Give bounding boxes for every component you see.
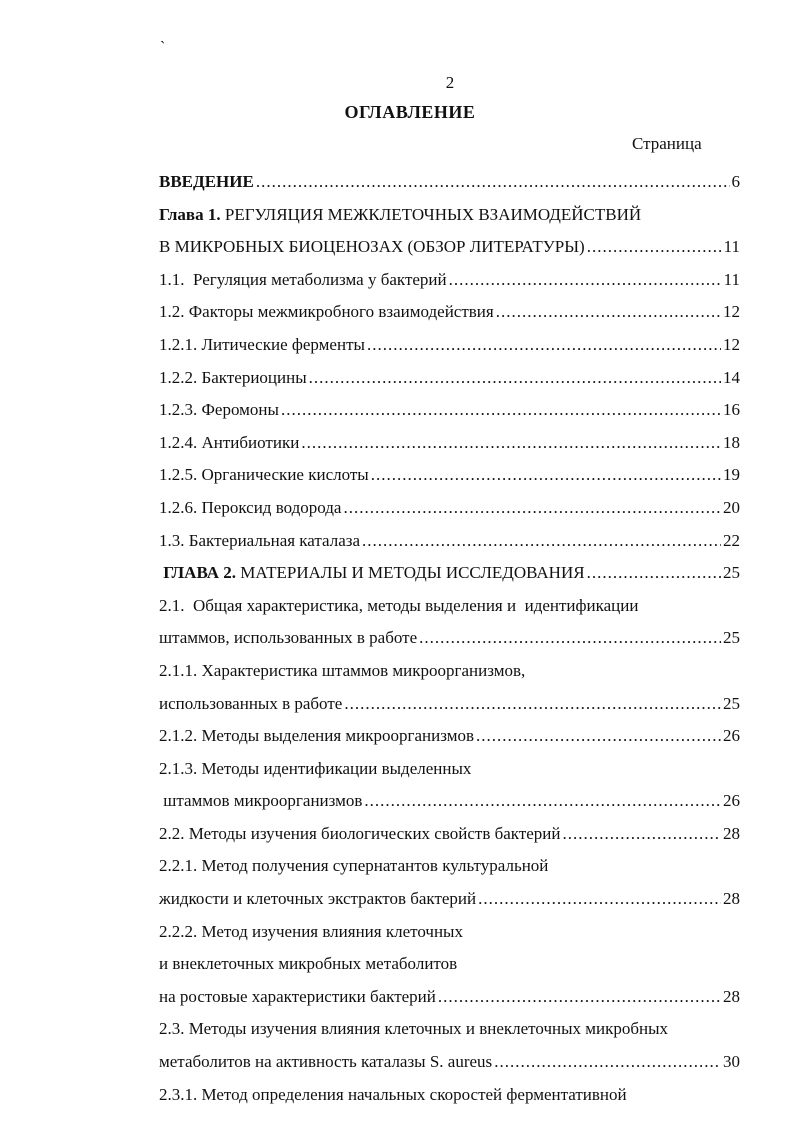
toc-entry-label [159,759,471,778]
toc-entry-label [159,720,474,753]
toc-entry [159,1046,740,1079]
toc-leader-dots [343,492,721,525]
toc-page-number: 6 [731,172,740,191]
toc-entry-text: 1.1. Регуляция метаболизма у бактерий [159,269,447,289]
toc-page-number: 14 [723,367,740,387]
toc-page-number: 25 [723,563,740,583]
toc-entry-heading: ГЛАВА 2. [159,563,236,583]
toc-leader-dots [301,427,721,460]
toc-leader-dots [367,329,721,362]
toc-entry [159,622,740,655]
toc-entry-label [159,492,341,525]
toc-entry [159,427,740,460]
toc-entry-text: 2.3.1. Метод определения начальных скоростей ферментативной [159,1084,627,1104]
toc-entry-text: 1.2.2. Бактериоцины [159,367,307,387]
toc-leader-dots [587,557,721,590]
table-of-contents [159,166,740,1111]
toc-page-number: 25 [723,628,740,648]
toc-entry-text: штаммов микроорганизмов [159,791,363,811]
toc-entry-text: жидкости и клеточных экстрактов бактерий [159,889,477,909]
toc-entry-text: использованных в работе [159,693,343,713]
toc-entry [159,883,740,916]
toc-entry-label [159,264,447,297]
toc-entry-text: МАТЕРИАЛЫ И МЕТОДЫ ИССЛЕДОВАНИЯ [236,563,585,583]
toc-entry-text: 2.2. Методы изучения биологических свойств бактерий [159,823,561,843]
toc-leader-dots [419,622,721,655]
toc-leader-dots [449,264,722,297]
toc-entry [159,655,740,688]
toc-entry-text: 2.2.1. Метод получения супернатантов культуральной [159,856,549,876]
toc-entry [159,720,740,753]
toc-page-number: 30 [723,1052,740,1072]
toc-entry [159,916,740,949]
toc-entry-label [159,525,360,558]
toc-page-number: 19 [723,465,740,485]
toc-entry-label [159,459,369,492]
toc-page-number: 28 [723,823,740,843]
page-number: 2 [445,73,455,92]
toc-entry-label [159,981,436,1014]
toc-entry [159,818,740,851]
toc-page-number: 28 [723,889,740,909]
toc-entry [159,492,740,525]
toc-entry [159,231,740,264]
toc-entry-label [159,883,476,916]
toc-entry-label [159,785,362,818]
toc-page-number: 26 [723,726,740,746]
toc-page-number: 11 [723,269,740,289]
toc-entry [159,590,740,623]
toc-entry [159,557,740,590]
toc-entry [159,264,740,297]
toc-entry-text: 2.3. Методы изучения влияния клеточных и внеклеточных микробных [159,1019,669,1039]
toc-page-number: 16 [723,400,740,420]
toc-entry-text: 1.2.1. Литические ферменты [159,334,365,354]
toc-entry-label [159,661,525,680]
toc-leader-dots [496,296,721,329]
toc-entry-label [159,329,365,362]
toc-entry-label [159,557,585,590]
toc-entry [159,525,740,558]
toc-leader-dots [476,720,721,753]
toc-entry [159,459,740,492]
toc-entry [159,981,740,1014]
toc-entry [159,394,740,427]
scan-mark: ` [160,39,166,56]
toc-entry-text: 2.1. Общая характеристика, методы выделения и идентификации [159,595,639,615]
toc-leader-dots [478,883,721,916]
toc-entry [159,753,740,786]
toc-entry-label [159,1046,492,1079]
page-column-label: Страница [632,134,702,153]
toc-leader-dots [371,459,721,492]
toc-entry-label [159,1019,668,1038]
toc-entry-text: метаболитов на активность каталазы S. aureus [159,1052,493,1072]
toc-leader-dots [364,785,721,818]
toc-entry [159,688,740,721]
toc-entry-label [159,1085,627,1104]
toc-leader-dots [309,362,721,395]
page-title: ОГЛАВЛЕНИЕ [344,102,476,122]
toc-page-number: 12 [723,334,740,354]
toc-page-number: 11 [723,237,740,257]
toc-leader-dots [281,394,721,427]
toc-entry-text: 1.3. Бактериальная каталаза [159,530,361,550]
toc-page-number: 20 [723,497,740,517]
toc-entry-heading: Глава 1. [159,204,221,224]
toc-page-number: 18 [723,432,740,452]
toc-page-number: 22 [723,530,740,550]
toc-entry [159,1013,740,1046]
toc-entry-heading: ВВЕДЕНИЕ [159,172,254,191]
toc-entry-label [159,818,561,851]
toc-entry-text: на ростовые характеристики бактерий [159,986,436,1006]
toc-leader-dots [256,166,730,199]
toc-entry [159,948,740,981]
toc-entry [159,296,740,329]
toc-entry-label [159,205,641,224]
toc-entry [159,329,740,362]
toc-entry-label [159,596,638,615]
toc-entry-label [159,394,279,427]
toc-page-number: 28 [723,986,740,1006]
toc-entry-text: 2.2.2. Метод изучения влияния клеточных [159,921,463,941]
toc-entry [159,1079,740,1112]
toc-entry-text: 1.2.6. Пероксид водорода [159,497,342,517]
toc-entry-label [159,296,494,329]
toc-entry-text: 1.2.3. Феромоны [159,400,279,420]
toc-entry [159,166,740,199]
toc-entry-text: 1.2.5. Органические кислоты [159,465,369,485]
toc-entry-label [159,688,342,721]
toc-entry-label [159,954,457,973]
toc-page-number: 26 [723,791,740,811]
toc-entry-label [159,427,299,460]
toc-entry-label [159,166,254,199]
toc-entry [159,362,740,395]
toc-entry-text: В МИКРОБНЫХ БИОЦЕНОЗАХ (ОБЗОР ЛИТЕРАТУРЫ) [159,237,585,257]
toc-entry-text: РЕГУЛЯЦИЯ МЕЖКЛЕТОЧНЫХ ВЗАИМОДЕЙСТВИЙ [220,204,642,224]
toc-entry [159,199,740,232]
toc-entry-label [159,856,548,875]
toc-leader-dots [587,231,722,264]
toc-entry-text: 2.1.1. Характеристика штаммов микроорганизмов, [159,660,526,680]
toc-entry-label [159,622,417,655]
toc-entry [159,785,740,818]
toc-entry-text: 1.2. Факторы межмикробного взаимодействия [159,302,494,322]
toc-entry-label [159,231,585,264]
toc-leader-dots [438,981,721,1014]
toc-entry-text: 2.1.2. Методы выделения микроорганизмов [159,726,474,746]
toc-entry [159,850,740,883]
toc-entry-text: 1.2.4. Антибиотики [159,432,300,452]
toc-leader-dots [362,525,721,558]
toc-entry-text: 2.1.3. Методы идентификации выделенных [159,758,472,778]
toc-entry-text: штаммов, использованных в работе [159,628,418,648]
toc-leader-dots [563,818,722,851]
toc-leader-dots [344,688,721,721]
toc-entry-label [159,362,307,395]
toc-page-number: 12 [723,302,740,322]
toc-entry-label [159,922,463,941]
toc-page-number: 25 [723,693,740,713]
toc-entry-text: и внеклеточных микробных метаболитов [159,954,458,974]
toc-leader-dots [494,1046,721,1079]
